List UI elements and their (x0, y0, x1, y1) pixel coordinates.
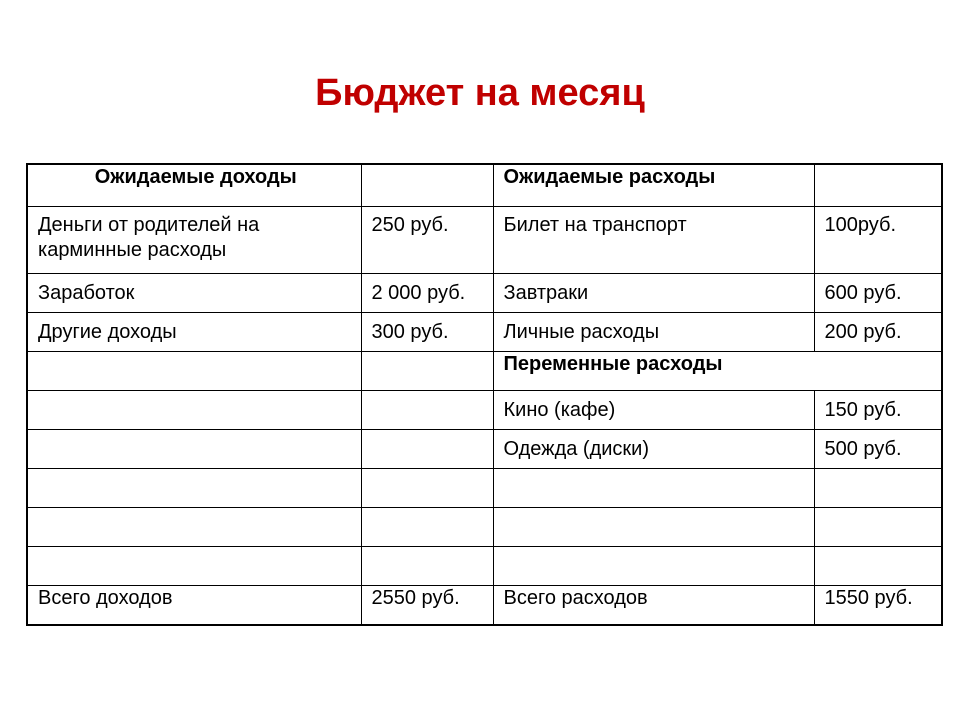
expense-label-cell: Завтраки (493, 273, 814, 312)
empty-cell (361, 351, 493, 390)
income-label-cell: Деньги от родителей на карминные расходы (27, 206, 361, 273)
expense-label-cell: Кино (кафе) (493, 390, 814, 429)
empty-cell (361, 429, 493, 468)
table-row (27, 429, 942, 468)
expense-label-cell: Личные расходы (493, 312, 814, 351)
empty-cell (493, 507, 814, 546)
table-row (27, 468, 942, 507)
empty-cell (27, 351, 361, 390)
empty-cell (27, 507, 361, 546)
income-value-cell: 300 руб. (361, 312, 493, 351)
empty-cell (361, 546, 493, 585)
expense-value-cell: 200 руб. (814, 312, 942, 351)
page-title: Бюджет на месяц (315, 72, 645, 114)
empty-cell (493, 546, 814, 585)
table-row (27, 312, 942, 351)
income-value-cell: 2 000 руб. (361, 273, 493, 312)
table-header-row (27, 164, 942, 206)
empty-cell (27, 429, 361, 468)
table-row (27, 390, 942, 429)
income-value-cell: 250 руб. (361, 206, 493, 273)
income-label-cell: Другие доходы (27, 312, 361, 351)
table-row (27, 351, 942, 390)
empty-cell (361, 507, 493, 546)
expense-value-cell: 100руб. (814, 206, 942, 273)
expense-value-cell: 150 руб. (814, 390, 942, 429)
table-row (27, 273, 942, 312)
income-label-cell: Заработок (27, 273, 361, 312)
income-value-header (361, 164, 493, 206)
expense-value-cell: 600 руб. (814, 273, 942, 312)
empty-cell (27, 390, 361, 429)
expenses-header: Ожидаемые расходы (493, 164, 814, 206)
empty-cell (493, 468, 814, 507)
table-row (27, 206, 942, 273)
expense-label-cell: Билет на транспорт (493, 206, 814, 273)
total-income-label: Всего доходов (27, 585, 361, 625)
total-expenses-label: Всего расходов (493, 585, 814, 625)
variable-expenses-header: Переменные расходы (493, 351, 942, 390)
empty-cell (361, 468, 493, 507)
empty-cell (27, 546, 361, 585)
expense-value-header (814, 164, 942, 206)
empty-cell (27, 468, 361, 507)
expense-value-cell: 500 руб. (814, 429, 942, 468)
total-income-value: 2550 руб. (361, 585, 493, 625)
empty-cell (814, 546, 942, 585)
table-row (27, 546, 942, 585)
expense-label-cell: Одежда (диски) (493, 429, 814, 468)
budget-table (26, 163, 943, 626)
table-row (27, 507, 942, 546)
empty-cell (814, 468, 942, 507)
empty-cell (361, 390, 493, 429)
total-expenses-value: 1550 руб. (814, 585, 942, 625)
empty-cell (814, 507, 942, 546)
totals-row (27, 585, 942, 625)
income-header: Ожидаемые доходы (27, 164, 361, 206)
